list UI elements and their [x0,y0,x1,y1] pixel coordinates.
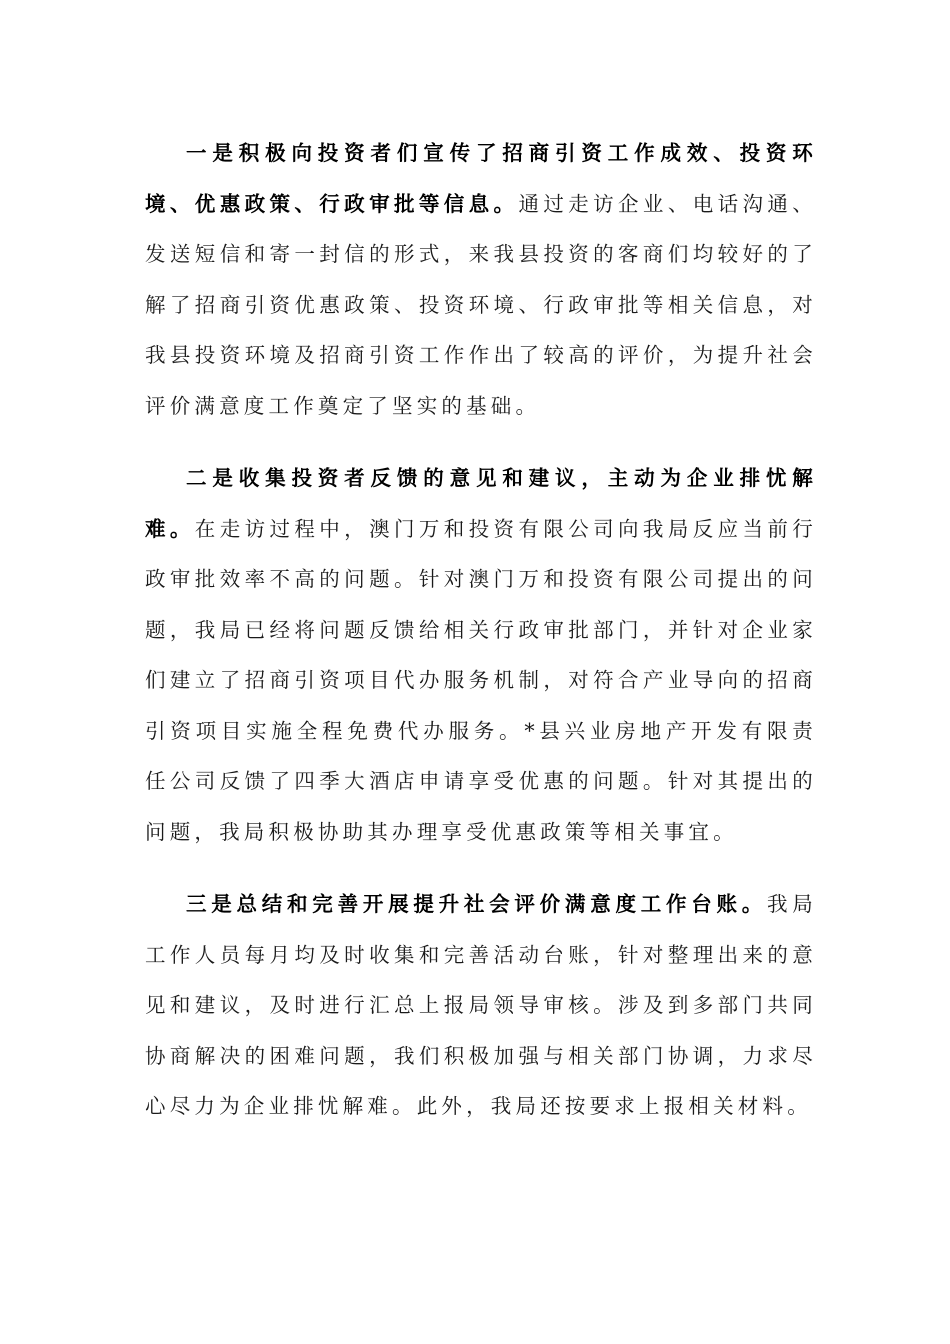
paragraph-2-heading: 二是收集投资者反馈的意见和建议，主动为企业排忧解难。 [145,466,817,541]
paragraph-1 [145,128,817,431]
paragraph-3 [145,879,817,1132]
paragraph-1-body: 通过走访企业、电话沟通、发送短信和寄一封信的形式，来我县投资的客商们均较好的了解了招商引资优惠政策、投资环境、行政审批等相关信息，对我县投资环境及招商引资工作作出了较高的评价，为提升社会评价满意度工作奠定了坚实的基础。 [145,191,818,418]
document-page [145,128,817,1154]
paragraph-3-heading: 三是总结和完善开展提升社会评价满意度工作台账。 [186,892,768,916]
paragraph-2 [145,453,817,857]
paragraph-1-heading: 一是积极向投资者们宣传了招商引资工作成效、投资环境、优惠政策、行政审批等信息。 [145,141,817,216]
paragraph-2-body: 在走访过程中，澳门万和投资有限公司向我局反应当前行政审批效率不高的问题。针对澳门万和投资有限公司提出的问题，我局已经将问题反馈给相关行政审批部门，并针对企业家们建立了招商引资项目代办服务机制，对符合产业导向的招商引资项目实施全程免费代办服务。*县兴业房地产开发有限责任公司反馈了四季大酒店申请享受优惠的问题。针对其提出的问题，我局积极协助其办理享受优惠政策等相关事宜。 [145,516,817,844]
paragraph-3-body: 我局工作人员每月均及时收集和完善活动台账，针对整理出来的意见和建议，及时进行汇总上报局领导审核。涉及到多部门共同协商解决的困难问题，我们积极加强与相关部门协调，力求尽心尽力为企业排忧解难。此外，我局还按要求上报相关材料。 [145,892,817,1118]
